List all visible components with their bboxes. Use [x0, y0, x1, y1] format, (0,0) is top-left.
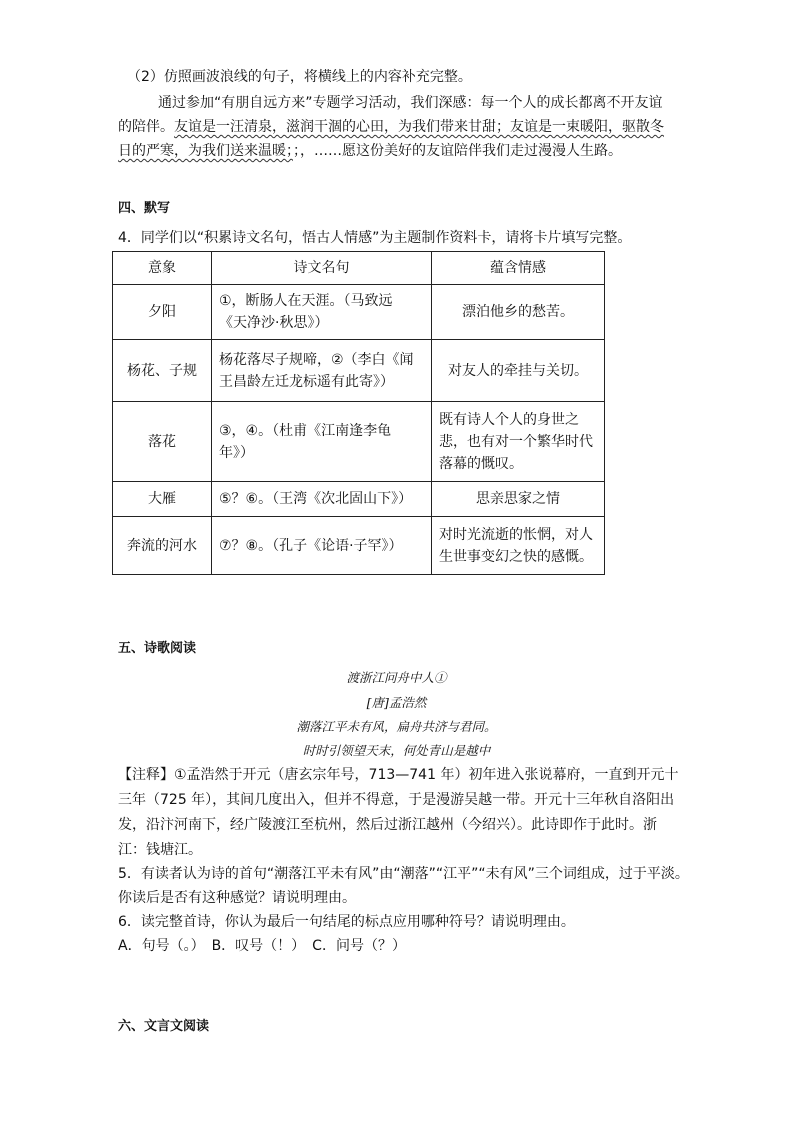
cell-emotion [432, 402, 605, 482]
paragraph-line-1: 通过参加“有朋自远方来”专题学习活动，我们深感：每一个人的成长都离不开友谊 [158, 95, 663, 111]
cell-emotion: 对友人的牵挂与关切。 [432, 340, 605, 402]
note-line-4: 江：钱塘江。 [118, 842, 202, 858]
poem-line-1: 潮落江平未有风，扁舟共济与君同。 [296, 719, 497, 734]
cell-lines: ⑦？⑧。（孔子《论语·子罕》） [212, 517, 432, 575]
wavy-sentence: 友谊是一汪清泉，滋润干涸的心田，为我们带来甘甜；友谊是一束暖阳，驱散冬 [174, 119, 664, 135]
emotion-text: 对时光流逝的怅惘，对人 [439, 526, 593, 543]
cell-lines [212, 402, 432, 482]
poem-title: 渡浙江问舟中人① [346, 670, 447, 685]
cell-image: 夕阳 [113, 285, 212, 340]
table-header-row [113, 252, 605, 285]
cell-image: 杨花、子规 [113, 340, 212, 402]
question-6: 6．读完整首诗，你认为最后一句结尾的标点应用哪种符号？请说明理由。 [118, 914, 575, 930]
emotion-text: 生世事变幻之快的感慨。 [439, 548, 593, 565]
cell-emotion [432, 517, 605, 575]
section-heading-5: 五、诗歌阅读 [118, 641, 197, 656]
cell-image: 大雁 [113, 482, 212, 517]
note-line-3: 发，沿汴河南下，经广陵渡江至杭州，然后过浙江越州（今绍兴）。此诗即作于此时。浙 [118, 817, 657, 833]
emotion-text: 落幕的慨叹。 [439, 455, 523, 472]
cell-emotion: 漂泊他乡的愁苦。 [432, 285, 605, 340]
question-5-line-2: 你读后是否有这种感觉？请说明理由。 [118, 890, 356, 906]
header-image: 意象 [113, 252, 212, 285]
line-text: ③，④。（杜甫《江南逢李龟 [219, 422, 392, 439]
poem-author: [唐]孟浩然 [366, 695, 427, 710]
header-lines: 诗文名句 [212, 252, 432, 285]
paragraph-line-2 [118, 114, 664, 140]
cell-image: 奔流的河水 [113, 517, 212, 575]
cell-lines [212, 340, 432, 402]
note-line-1: 【注释】①孟浩然于开元（唐玄宗年号，713—741 年）初年进入张说幕府，一直到开元十 [118, 767, 679, 783]
question-5-line-1: 5．有读者认为诗的首句“潮落江平未有风”由“潮落”“江平”“未有风”三个词组成，过于平淡。 [118, 866, 689, 882]
table-row [113, 517, 605, 575]
info-card-table [112, 251, 605, 575]
paragraph-line-3 [118, 138, 622, 164]
note-line-2: 三年（725 年），其间几度出入，但并不得意，于是漫游吴越一带。开元十三年秋自洛阳出 [118, 792, 675, 808]
header-emotion: 蕴含情感 [432, 252, 605, 285]
paragraph-text: 的陪伴。 [118, 119, 174, 135]
cell-lines: ⑤？⑥。（王湾《次北固山下》） [212, 482, 432, 517]
cell-emotion: 思亲思家之情 [432, 482, 605, 517]
emotion-text: 既有诗人个人的身世之 [439, 411, 579, 428]
emotion-text: 悲，也有对一个繁华时代 [439, 433, 593, 450]
line-text: 王昌龄左迁龙标遥有此寄》） [219, 373, 394, 390]
table-row [113, 340, 605, 402]
cell-lines [212, 285, 432, 340]
table-row [113, 285, 605, 340]
line-text: 杨花落尽子规啼，②（李白《闻 [219, 351, 414, 368]
section-heading-6: 六、文言文阅读 [118, 1019, 210, 1034]
wavy-sentence-end: 日的严寒，为我们送来温暖； [118, 143, 293, 159]
line-text: 年》） [219, 444, 254, 461]
fill-blank-text: ；，……愿这份美好的友谊陪伴我们走过漫漫人生路。 [293, 143, 622, 159]
line-text: ①，断肠人在天涯。（马致远 [219, 293, 393, 309]
question-6-options: A．句号（。） B．叹号（！） C．问号（？） [118, 938, 406, 954]
question-2: （2）仿照画波浪线的句子，将横线上的内容补充完整。 [127, 69, 472, 85]
section-heading-4: 四、默写 [118, 201, 171, 216]
table-row [113, 402, 605, 482]
line-text: 《天净沙·秋思》） [219, 315, 329, 331]
cell-image: 落花 [113, 402, 212, 482]
poem-line-2: 时时引领望天末，何处青山是越中 [302, 743, 491, 758]
table-row [113, 482, 605, 517]
question-4: 4．同学们以“积累诗文名句，悟古人情感”为主题制作资料卡，请将卡片填写完整。 [118, 230, 632, 246]
